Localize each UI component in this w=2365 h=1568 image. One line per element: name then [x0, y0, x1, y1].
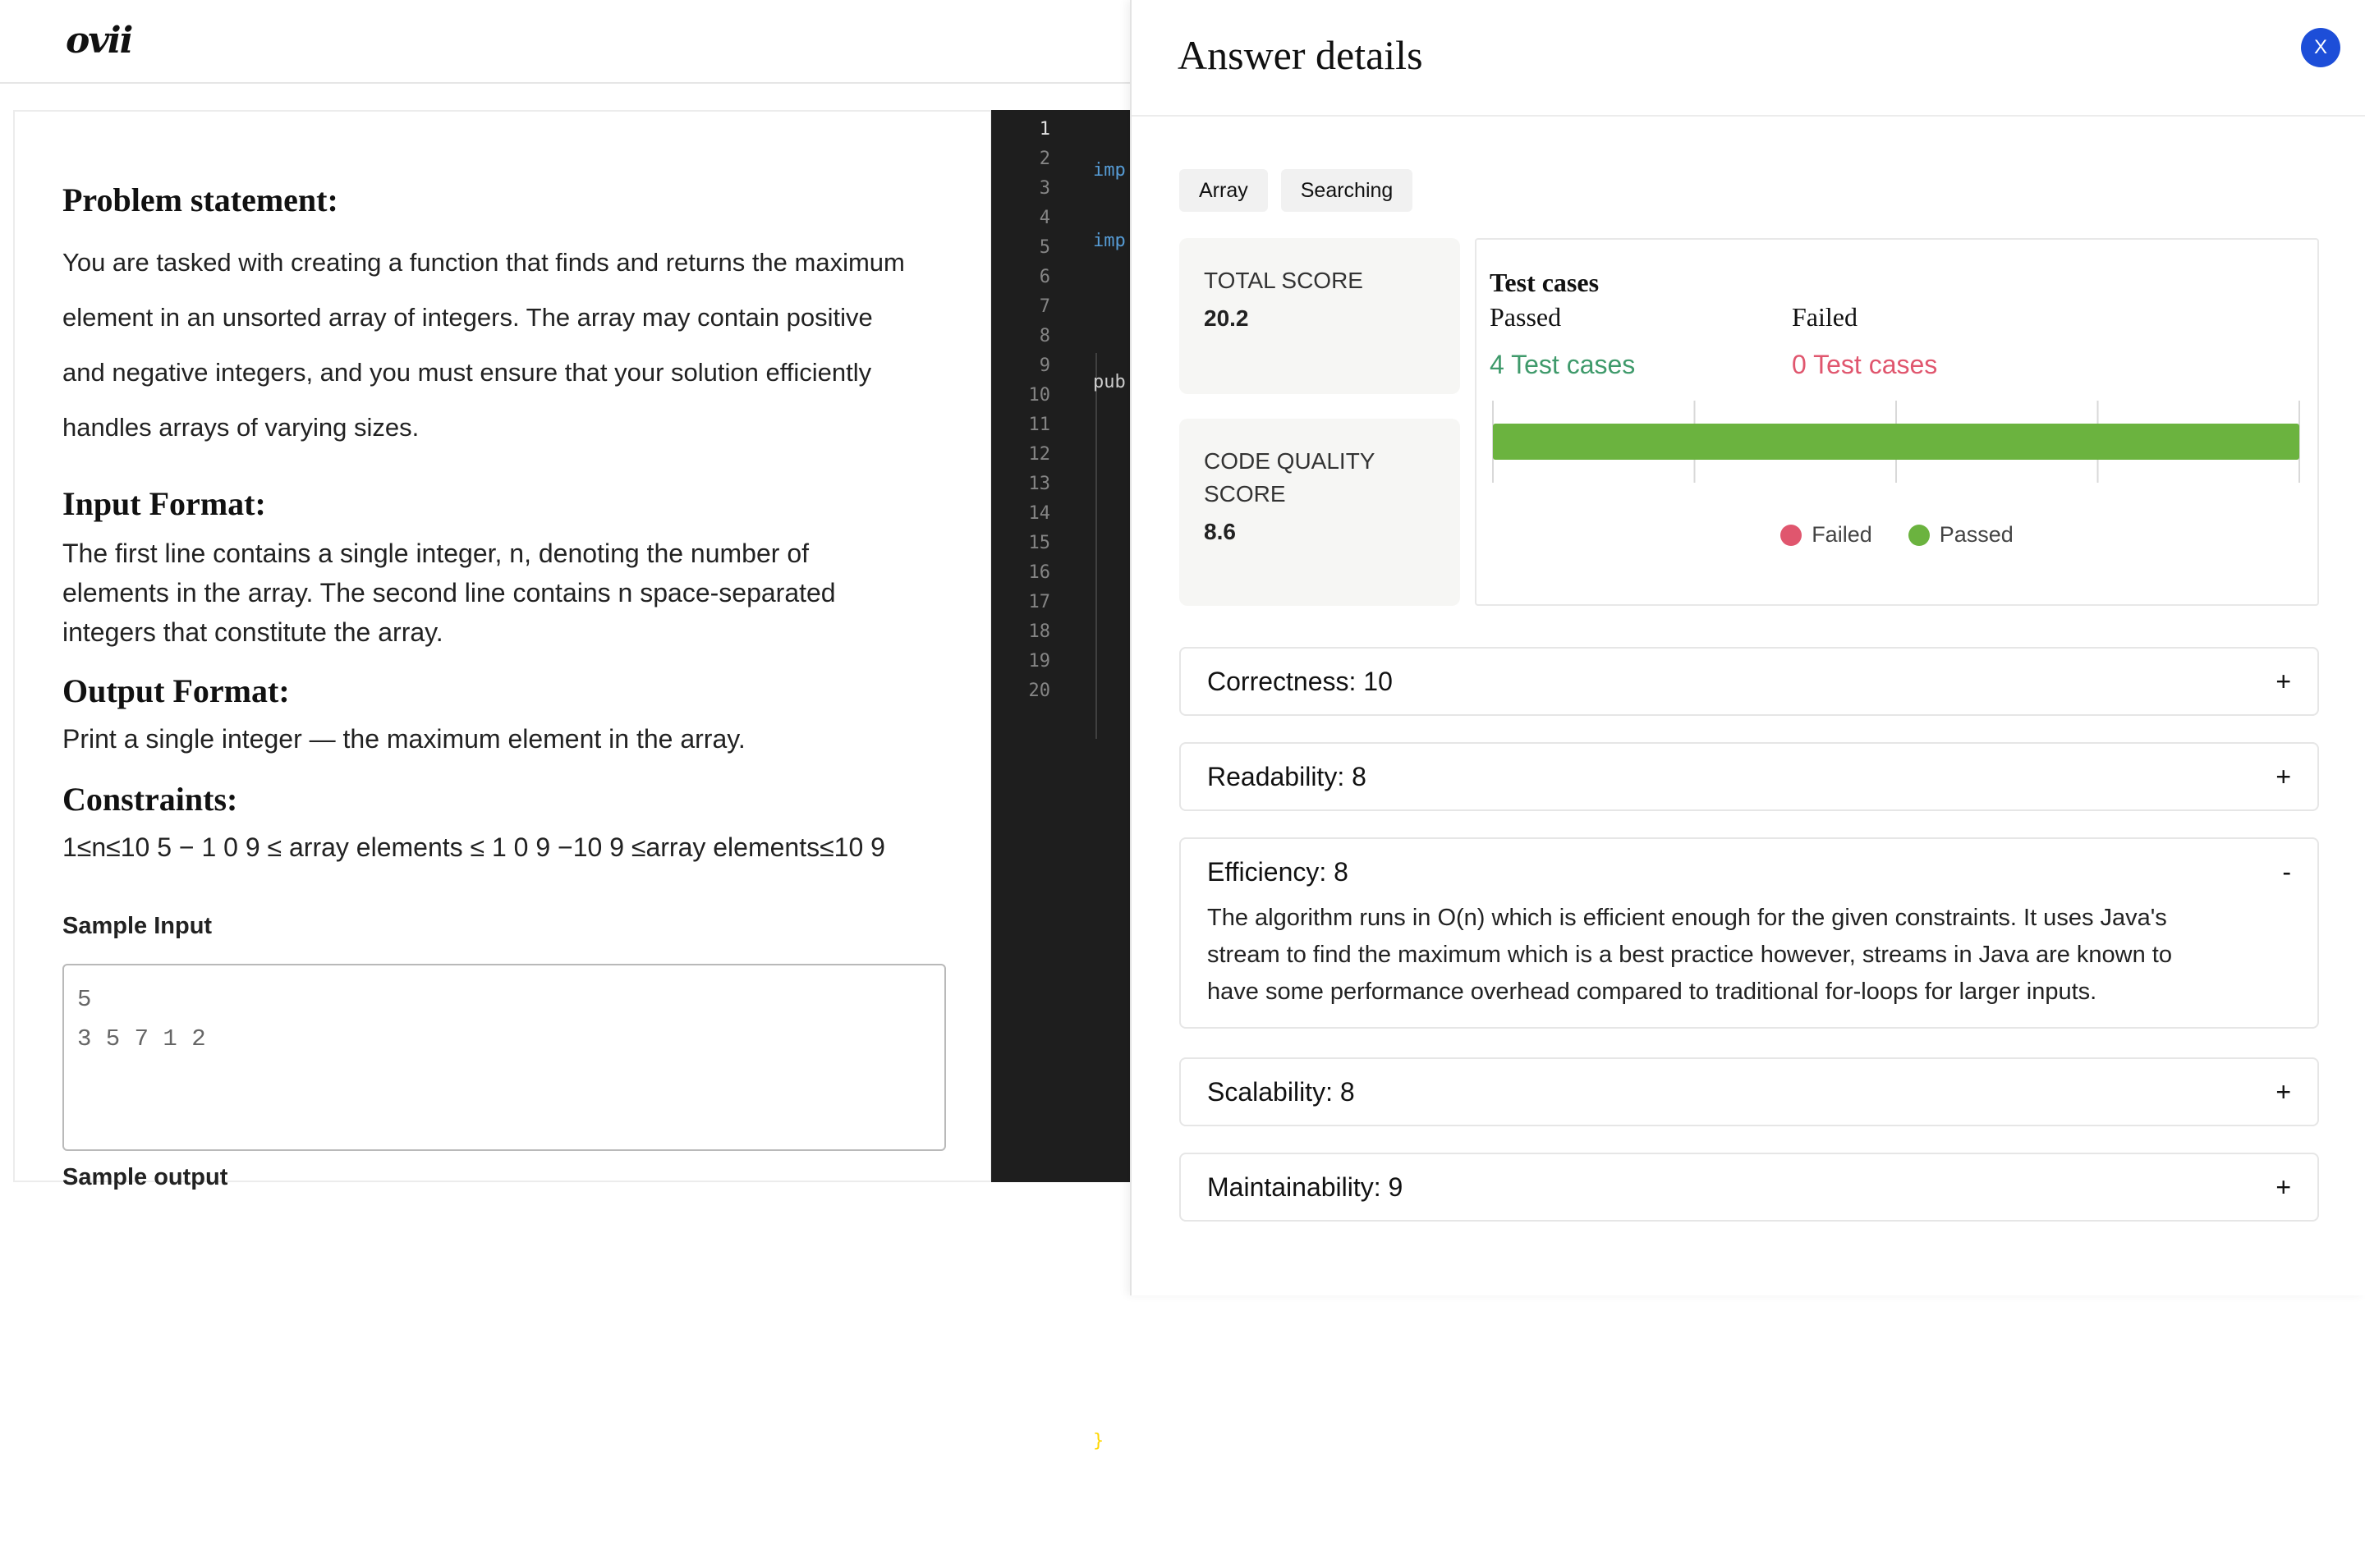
expand-icon[interactable]: +: [2275, 1171, 2291, 1202]
code-editor[interactable]: [991, 110, 1139, 1451]
test-cases-card: [1475, 238, 2319, 606]
problem-statement-text: You are tasked with creating a function that finds and returns the maximum element in an unsorted array of integers. The array may contain positive and negative integers, and you must ensure that your solution efficiently handles arrays of varying sizes.: [62, 248, 905, 442]
accordion-correctness: [1179, 647, 2319, 716]
accordion-maintainability-header[interactable]: Maintainability: 9 +: [1207, 1171, 2291, 1202]
total-score-card: [1179, 238, 1460, 394]
code-quality-card: [1179, 419, 1460, 606]
answer-details-drawer: [1130, 0, 2365, 1295]
accordion-scalability: [1179, 1057, 2319, 1126]
expand-icon[interactable]: +: [2275, 761, 2291, 791]
sample-input-box[interactable]: 5 3 5 7 1 2: [62, 964, 946, 1151]
chart-legend: [1476, 522, 2317, 548]
failed-value: 0 Test cases: [1792, 350, 1938, 379]
problem-panel: [13, 110, 992, 1190]
accordion-efficiency: [1179, 837, 2319, 1029]
tag-array: Array: [1179, 169, 1268, 212]
expand-icon[interactable]: +: [2275, 666, 2291, 696]
problem-statement-heading: Problem statement:: [62, 181, 338, 218]
constraints-text: 1≤n≤10 5 − 1 0 9 ≤ array elements ≤ 1 0 9 −10 9 ≤array elements≤10 9: [62, 832, 885, 862]
expand-icon[interactable]: +: [2275, 1076, 2291, 1107]
passed-label: Passed: [1490, 302, 1562, 332]
drawer-header: [1132, 0, 2365, 117]
failed-label: Failed: [1792, 302, 1858, 332]
tag-searching: Searching: [1281, 169, 1413, 212]
accordion-scalability-header[interactable]: Scalability: 8 +: [1207, 1076, 2291, 1107]
total-score-label: TOTAL SCORE: [1204, 268, 1363, 293]
accordion-maintainability: [1179, 1153, 2319, 1222]
code-quality-value: 8.6: [1204, 519, 1236, 544]
sample-output-label: Sample output: [62, 1164, 228, 1190]
collapse-icon[interactable]: -: [2282, 856, 2291, 887]
legend-item-failed[interactable]: Failed: [1780, 522, 1872, 548]
test-cases-bar-chart: [1490, 401, 2303, 489]
input-format-heading: Input Format:: [62, 485, 266, 522]
sample-input-label: Sample Input: [62, 913, 213, 939]
accordion-readability-header[interactable]: Readability: 8 +: [1207, 761, 2291, 791]
output-format-text: Print a single integer — the maximum element in the array.: [62, 724, 746, 754]
input-format-text: The first line contains a single integer, n, denoting the number of elements in the array. The second line contains n space-separated integers that constitute the array.: [62, 539, 836, 647]
close-button[interactable]: X: [2301, 28, 2340, 67]
output-format-heading: Output Format:: [62, 672, 290, 709]
test-cases-title: Test cases: [1490, 268, 1600, 297]
accordion-efficiency-header[interactable]: Efficiency: 8 -: [1207, 856, 2291, 887]
code-quality-label-line2: SCORE: [1204, 481, 1286, 507]
line-number-gutter: 1 2 3 4 5 6 7 8 9 10 11 12 13 14 15 16 17 18 19 20: [1028, 119, 1050, 701]
efficiency-description: The algorithm runs in O(n) which is efficient enough for the given constraints. It uses Java's stream to find the maximum which is a best practice however, streams in Java are known to have some performance overhead compared to traditional for-loops for larger inputs.: [1207, 905, 2172, 1005]
constraints-heading: Constraints:: [62, 781, 238, 818]
accordion-correctness-header[interactable]: Correctness: 10 +: [1207, 666, 2291, 696]
top-bar: [0, 0, 1133, 84]
accordion-readability: [1179, 742, 2319, 811]
topic-tags: [1179, 169, 1412, 212]
bar-passed[interactable]: [1493, 424, 2299, 460]
code-lines: imp imp pub }: [1093, 160, 1126, 1451]
failed-dot-icon: [1780, 525, 1802, 546]
ovii-logo[interactable]: ovii: [66, 20, 132, 62]
legend-item-passed[interactable]: Passed: [1908, 522, 2014, 548]
passed-dot-icon: [1908, 525, 1930, 546]
passed-value: 4 Test cases: [1490, 350, 1636, 379]
drawer-title: Answer details: [1178, 32, 1423, 78]
code-quality-label-line1: CODE QUALITY: [1204, 448, 1375, 474]
total-score-value: 20.2: [1204, 305, 1249, 331]
